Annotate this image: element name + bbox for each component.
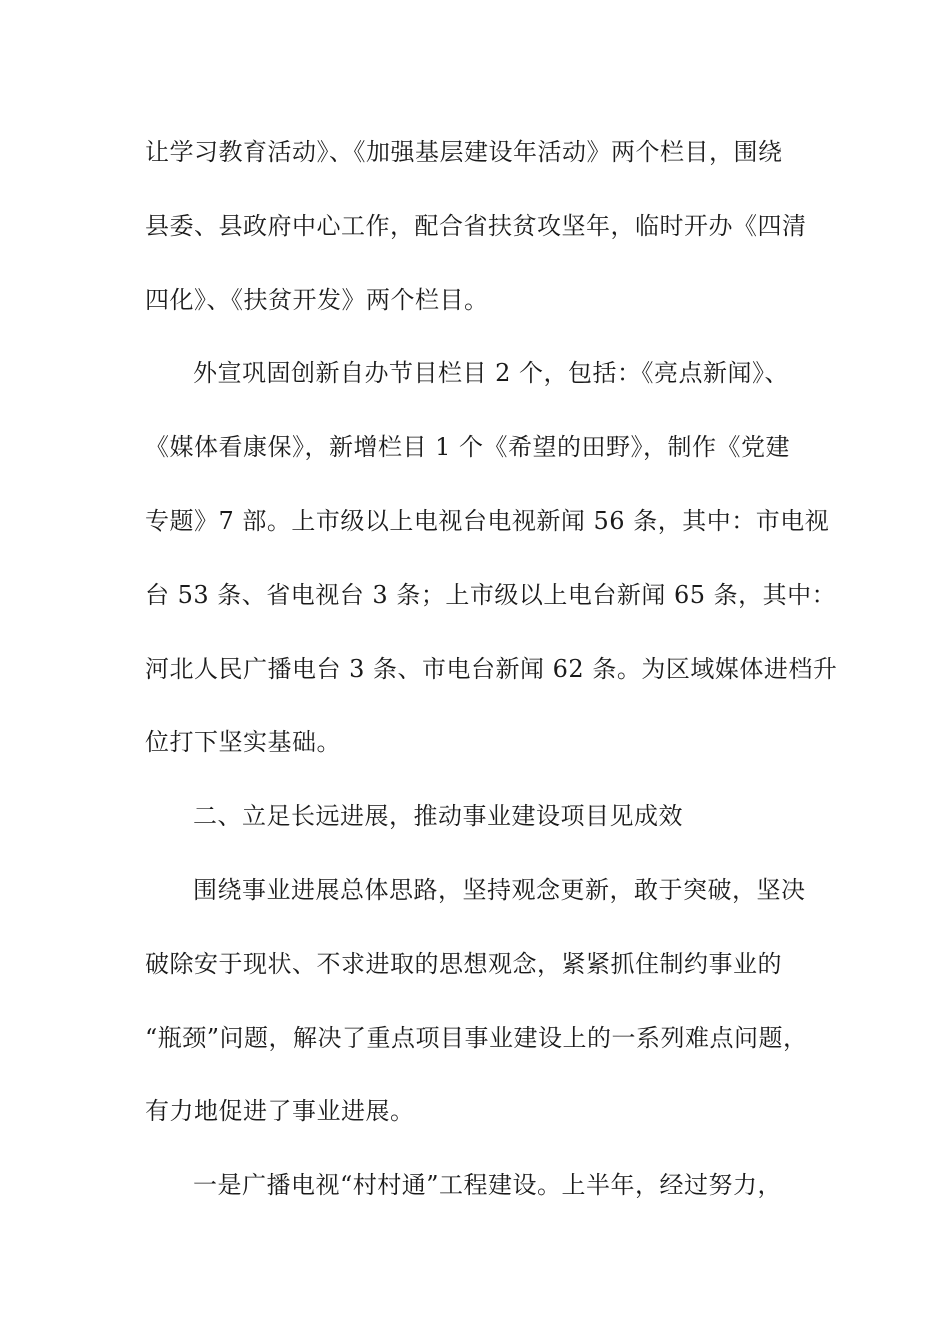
paragraph-first-line: 一是广播电视“村村通”工程建设。上半年，经过努力， xyxy=(193,1171,783,1200)
text-line: 《媒体看康保》，新增栏目 1 个《希望的田野》，制作《党建 xyxy=(145,433,791,462)
section-heading: 二、立足长远进展，推动事业建设项目见成效 xyxy=(193,802,683,831)
text-line: 台 53 条、省电视台 3 条；上市级以上电台新闻 65 条，其中： xyxy=(145,580,837,609)
paragraph-first-line: 外宣巩固创新自办节目栏目 2 个，包括：《亮点新闻》、 xyxy=(193,359,790,388)
text-line: 专题》7 部。上市级以上电视台电视新闻 56 条，其中：市电视 xyxy=(145,506,830,535)
paragraph-first-line: 围绕事业进展总体思路，坚持观念更新，敢于突破，坚决 xyxy=(193,875,806,904)
text-line: “瓶颈”问题，解决了重点项目事业建设上的一系列难点问题， xyxy=(145,1023,808,1052)
document-body xyxy=(145,128,838,1235)
text-line: 县委、县政府中心工作，配合省扶贫攻坚年，临时开办《四清 xyxy=(145,211,807,240)
text-line: 破除安于现状、不求进取的思想观念，紧紧抓住制约事业的 xyxy=(145,949,782,978)
text-line: 位打下坚实基础。 xyxy=(145,728,341,757)
text-line: 让学习教育活动》、《加强基层建设年活动》两个栏目，围绕 xyxy=(145,138,783,166)
text-line: 有力地促进了事业进展。 xyxy=(145,1097,415,1126)
text-line: 四化》、《扶贫开发》两个栏目。 xyxy=(145,285,489,314)
text-line: 河北人民广播电台 3 条、市电台新闻 62 条。为区域媒体进档升 xyxy=(145,654,838,683)
